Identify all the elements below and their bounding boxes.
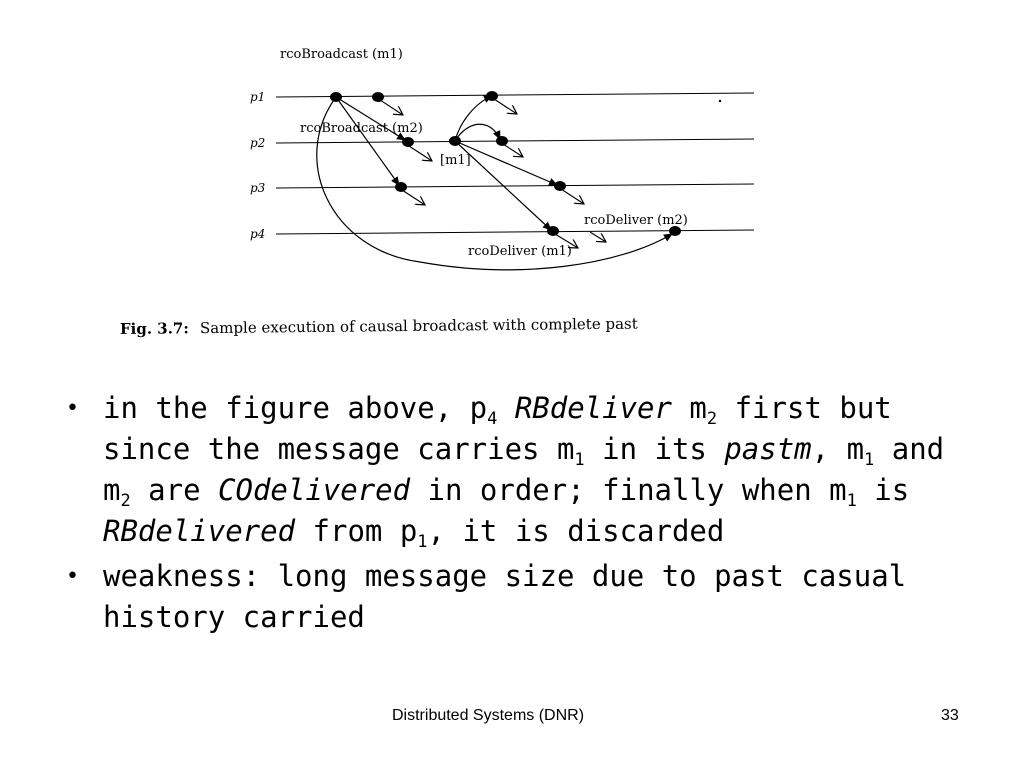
event-p3-deliver-m2 xyxy=(554,181,566,191)
text-run: is xyxy=(856,473,910,507)
text-run: in the figure above, p xyxy=(103,391,488,425)
bullet-item xyxy=(66,556,966,638)
event-p1-broadcast-m1 xyxy=(330,92,342,102)
italic-term: pastm xyxy=(724,432,812,466)
process-label-p3: p3 xyxy=(250,181,266,195)
deliver-mark xyxy=(590,232,606,242)
label-rco-deliver-m1: rcoDeliver (m1) xyxy=(468,244,572,259)
text-run: , m xyxy=(811,432,865,466)
bullet-item xyxy=(66,388,966,552)
deliver-mark xyxy=(503,144,523,157)
process-label-p2: p2 xyxy=(250,136,266,150)
text-run: are xyxy=(130,473,219,507)
timeline-p4 xyxy=(276,230,754,234)
text-run: in order; finally when m xyxy=(410,473,847,507)
process-label-p1: p1 xyxy=(250,90,266,104)
event-p2-deliver-m2 xyxy=(496,136,508,146)
event-p1-deliver xyxy=(372,92,384,102)
text-run: and m xyxy=(103,432,945,507)
causal-broadcast-diagram xyxy=(0,0,1024,360)
text-run xyxy=(497,391,514,425)
text-run: m xyxy=(671,391,707,425)
subscript: 1 xyxy=(417,531,428,552)
m2-to-p2-self xyxy=(455,124,500,141)
caption-text: Sample execution of causal broadcast with complete past xyxy=(199,314,638,338)
event-p2-broadcast-m2 xyxy=(449,136,461,146)
figure-caption xyxy=(120,314,638,338)
event-p4-deliver-m2 xyxy=(547,226,559,236)
event-p3-deliver-m1 xyxy=(395,182,407,192)
subscript: 4 xyxy=(487,408,498,429)
caption-prefix: Fig. 3.7: xyxy=(119,319,189,338)
italic-term: RBdelivered xyxy=(103,514,296,548)
text-run: from p xyxy=(295,514,418,548)
bullet-text xyxy=(103,391,945,552)
deliver-mark xyxy=(561,189,584,204)
page-number: 33 xyxy=(941,707,959,724)
deliver-mark xyxy=(409,146,432,161)
timeline-p3 xyxy=(276,184,754,188)
bullet-list xyxy=(66,388,966,642)
timeline-p1 xyxy=(276,93,754,97)
label-rco-deliver-m2: rcoDeliver (m2) xyxy=(584,213,688,228)
bullet-marker: • xyxy=(66,564,79,589)
bullet-text xyxy=(103,559,906,634)
timeline-p2 xyxy=(276,139,754,143)
footer-title: Distributed Systems (DNR) xyxy=(392,707,585,724)
process-label-p4: p4 xyxy=(250,227,266,241)
label-rco-broadcast-m2: rcoBroadcast (m2) xyxy=(300,121,423,136)
deliver-mark xyxy=(402,190,425,205)
bullet-marker: • xyxy=(66,396,79,421)
italic-term: COdelivered xyxy=(218,473,411,507)
subscript: 2 xyxy=(120,490,131,511)
italic-term: RBdeliver xyxy=(514,391,672,425)
label-piggyback-m1: [m1] xyxy=(440,153,471,168)
text-run: first but since the message carries m xyxy=(103,391,892,466)
event-p1-deliver-m2 xyxy=(486,91,498,101)
text-run: weakness: long message size due to past casual history carried xyxy=(103,559,907,634)
text-run: , it is discarded xyxy=(427,514,725,548)
deliver-mark xyxy=(494,99,517,114)
event-p2-deliver-m1 xyxy=(402,137,414,147)
deliver-mark xyxy=(380,100,403,115)
stray-dot xyxy=(719,100,721,102)
subscript: 1 xyxy=(574,449,585,470)
subscript: 2 xyxy=(706,408,718,429)
subscript: 1 xyxy=(864,449,875,470)
m1-to-p3 xyxy=(336,97,399,185)
label-rco-broadcast-m1: rcoBroadcast (m1) xyxy=(280,47,403,62)
text-run: in its xyxy=(584,432,725,466)
subscript: 1 xyxy=(846,490,857,511)
